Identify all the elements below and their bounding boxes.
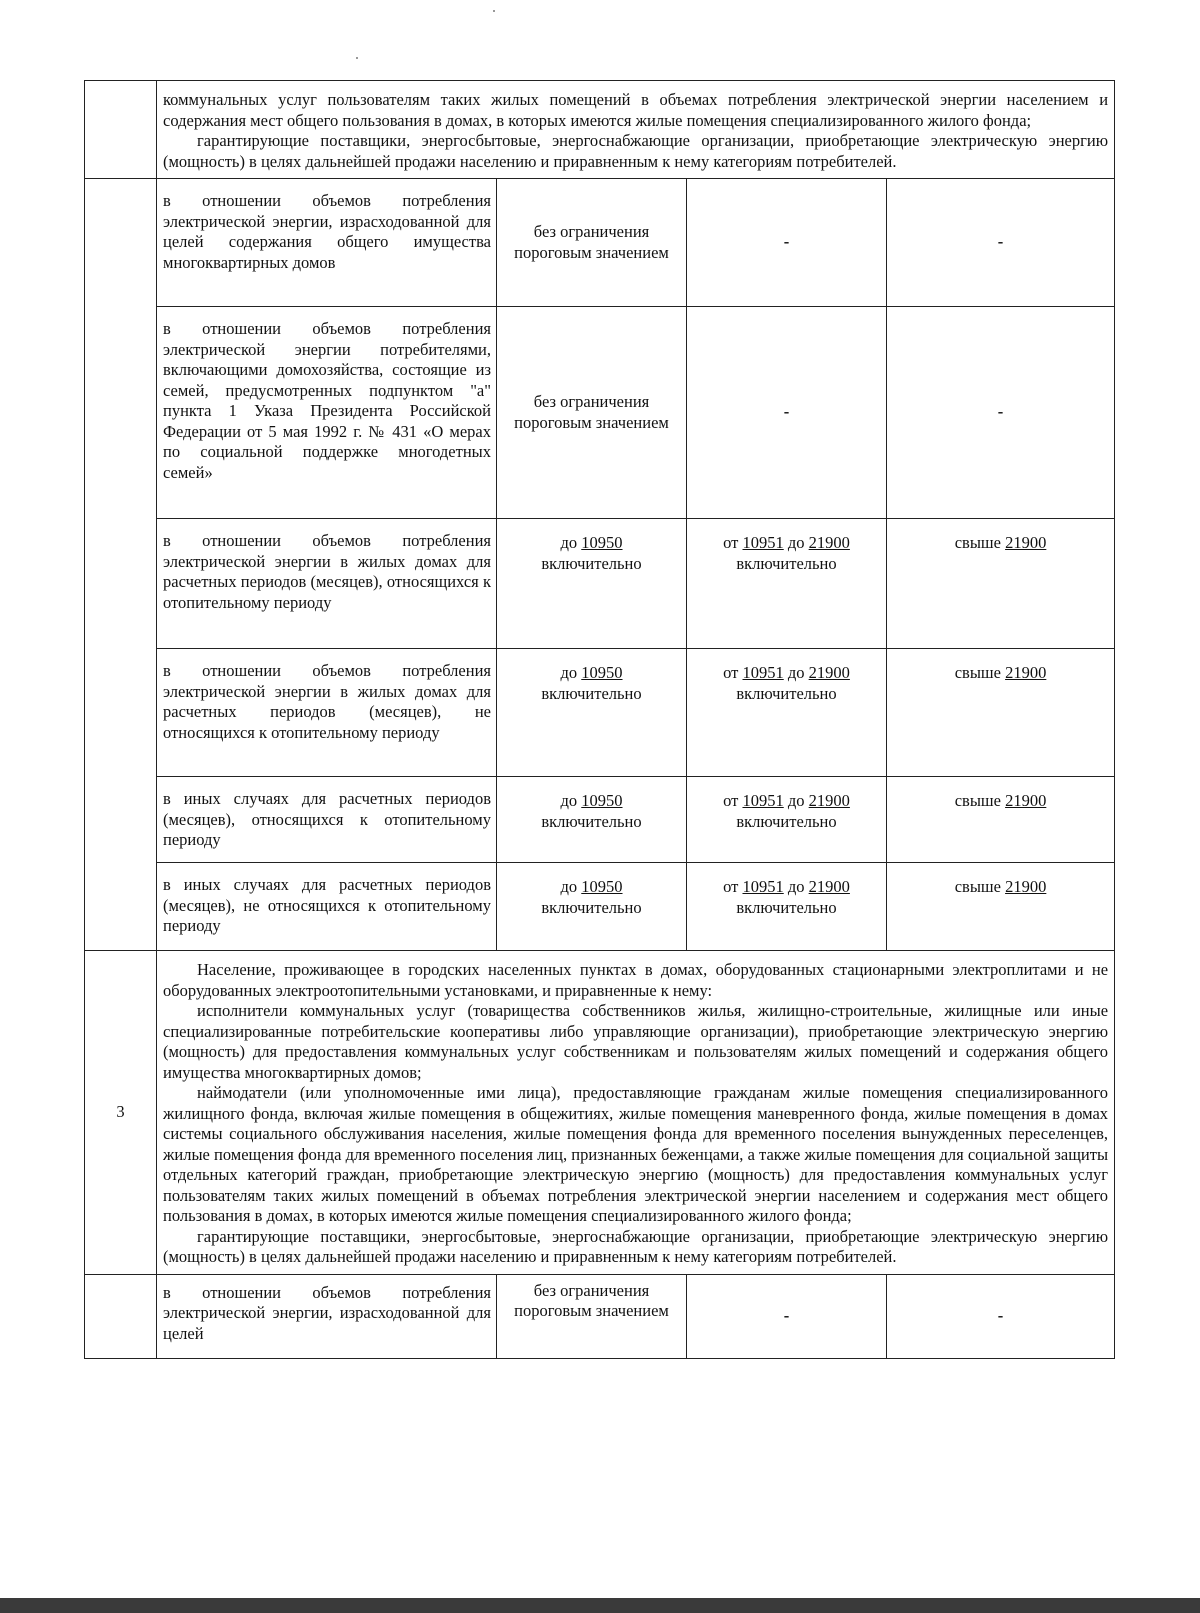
row-number-cell <box>85 179 157 951</box>
threshold-cell-1: до 10950 включительно <box>497 519 687 649</box>
threshold-cell-2: от 10951 до 21900 включительно <box>687 649 887 777</box>
threshold-value: 21900 <box>808 533 850 552</box>
threshold-cell-3: свыше 21900 <box>887 519 1115 649</box>
volume-condition-cell: в иных случаях для расчетных периодов (месяцев), не относящихся к отопительному периоду <box>157 863 497 951</box>
threshold-value: 10951 <box>742 877 784 896</box>
table-row <box>85 1274 1115 1358</box>
scan-speck <box>493 10 495 12</box>
threshold-value: 21900 <box>1005 533 1047 552</box>
paragraph: гарантирующие поставщики, энергосбытовые, энергоснабжающие организации, приобретающие электрическую энергию (мощность) в целях дальнейшей продажи населению и приравненным к нему категориям потребителей. <box>163 131 1109 171</box>
threshold-value: 21900 <box>1005 877 1047 896</box>
table-row <box>85 951 1115 1275</box>
threshold-value: 10950 <box>581 533 623 552</box>
threshold-cell-2: - <box>687 307 887 519</box>
volume-condition-cell: в отношении объемов потребления электрической энергии в жилых домах для расчетных периодов (месяцев), не относящихся к отопительному периоду <box>157 649 497 777</box>
threshold-cell-1: до 10950 включительно <box>497 777 687 863</box>
paragraph: гарантирующие поставщики, энергосбытовые, энергоснабжающие организации, приобретающие электрическую энергию (мощность) в целях дальнейшей продажи населению и приравненным к нему категориям потребителей. <box>163 1226 1109 1266</box>
volume-condition-cell: в отношении объемов потребления электрической энергии, израсходованной для целей содержания общего имущества многоквартирных домов <box>157 179 497 307</box>
scan-speck <box>356 57 358 59</box>
threshold-cell-1: без ограничения пороговым значением <box>497 179 687 307</box>
table-row <box>85 519 1115 649</box>
threshold-value: 10951 <box>742 663 784 682</box>
threshold-cell-1: без ограничения пороговым значением <box>497 307 687 519</box>
threshold-cell-2: от 10951 до 21900 включительно <box>687 863 887 951</box>
consumer-category-description <box>157 81 1115 179</box>
threshold-value: 21900 <box>808 663 850 682</box>
threshold-cell-2: от 10951 до 21900 включительно <box>687 777 887 863</box>
threshold-cell-2: - <box>687 179 887 307</box>
consumer-category-description <box>157 951 1115 1275</box>
row-number-cell <box>85 81 157 179</box>
threshold-cell-3: свыше 21900 <box>887 777 1115 863</box>
row-number: 3 <box>85 951 157 1275</box>
threshold-cell-1: без ограничения пороговым значением <box>497 1274 687 1358</box>
threshold-cell-2: от 10951 до 21900 включительно <box>687 519 887 649</box>
volume-condition-cell: в отношении объемов потребления электрической энергии, израсходованной для целей <box>157 1274 497 1358</box>
threshold-value: 10950 <box>581 791 623 810</box>
table-row <box>85 863 1115 951</box>
table-row <box>85 777 1115 863</box>
volume-condition-cell: в отношении объемов потребления электрической энергии в жилых домах для расчетных периодов (месяцев), относящихся к отопительному периоду <box>157 519 497 649</box>
threshold-cell-3: свыше 21900 <box>887 649 1115 777</box>
threshold-cell-1: до 10950 включительно <box>497 649 687 777</box>
table-row <box>85 81 1115 179</box>
volume-condition-cell: в отношении объемов потребления электрической энергии потребителями, включающими домохозяйства, состоящие из семей, предусмотренных подпунктом "а" пункта 1 Указа Президента Российской Федерации от 5 мая 1992 г. № 431 «О мерах по социальной поддержке многодетных семей» <box>157 307 497 519</box>
paragraph: Население, проживающее в городских населенных пунктах в домах, оборудованных стационарными электроплитами и не оборудованных электроотопительными установками, и приравненные к нему: <box>163 960 1109 1000</box>
paragraph: коммунальных услуг пользователям таких жилых помещений в объемах потребления электрической энергии населением и содержания мест общего пользования в домах, в которых имеются жилые помещения специализированного жилого фонда; <box>163 90 1109 130</box>
threshold-value: 21900 <box>808 877 850 896</box>
tariff-table <box>84 80 1115 1359</box>
threshold-value: 21900 <box>1005 663 1047 682</box>
table-row <box>85 307 1115 519</box>
threshold-cell-3: - <box>887 179 1115 307</box>
table-row <box>85 179 1115 307</box>
threshold-cell-3: - <box>887 1274 1115 1358</box>
paragraph: исполнители коммунальных услуг (товарищества собственников жилья, жилищно-строительные, жилищные или иные специализированные потребительские кооперативы либо управляющие организации), приобретающие электрическую энергию (мощность) для предоставления коммунальных услуг собственникам и пользователям жилых помещений и содержания общего имущества многоквартирных домов; <box>163 1001 1109 1082</box>
threshold-value: 10951 <box>742 791 784 810</box>
threshold-cell-3: свыше 21900 <box>887 863 1115 951</box>
threshold-value: 10951 <box>742 533 784 552</box>
threshold-cell-1: до 10950 включительно <box>497 863 687 951</box>
threshold-value: 21900 <box>808 791 850 810</box>
threshold-cell-2: - <box>687 1274 887 1358</box>
volume-condition-cell: в иных случаях для расчетных периодов (месяцев), относящихся к отопительному периоду <box>157 777 497 863</box>
table-row <box>85 649 1115 777</box>
scan-edge-shadow <box>0 1598 1200 1613</box>
threshold-value: 10950 <box>581 663 623 682</box>
threshold-value: 10950 <box>581 877 623 896</box>
threshold-value: 21900 <box>1005 791 1047 810</box>
row-number-cell <box>85 1274 157 1358</box>
threshold-cell-3: - <box>887 307 1115 519</box>
paragraph: наймодатели (или уполномоченные ими лица), предоставляющие гражданам жилые помещения специализированного жилищного фонда, включая жилые помещения в общежитиях, жилые помещения маневренного фонда, жилые помещения в домах системы социального обслуживания населения, жилые помещения фонда для временного поселения вынужденных переселенцев, жилые помещения фонда для временного поселения лиц, признанных беженцами, а также жилые помещения для социальной защиты отдельных категорий граждан, приобретающие электрическую энергию (мощность) для предоставления коммунальных услуг пользователям таких жилых помещений в объемах потребления электрической энергии населением и содержания мест общего пользования в домах, в которых имеются жилые помещения специализированного жилого фонда; <box>163 1083 1109 1225</box>
